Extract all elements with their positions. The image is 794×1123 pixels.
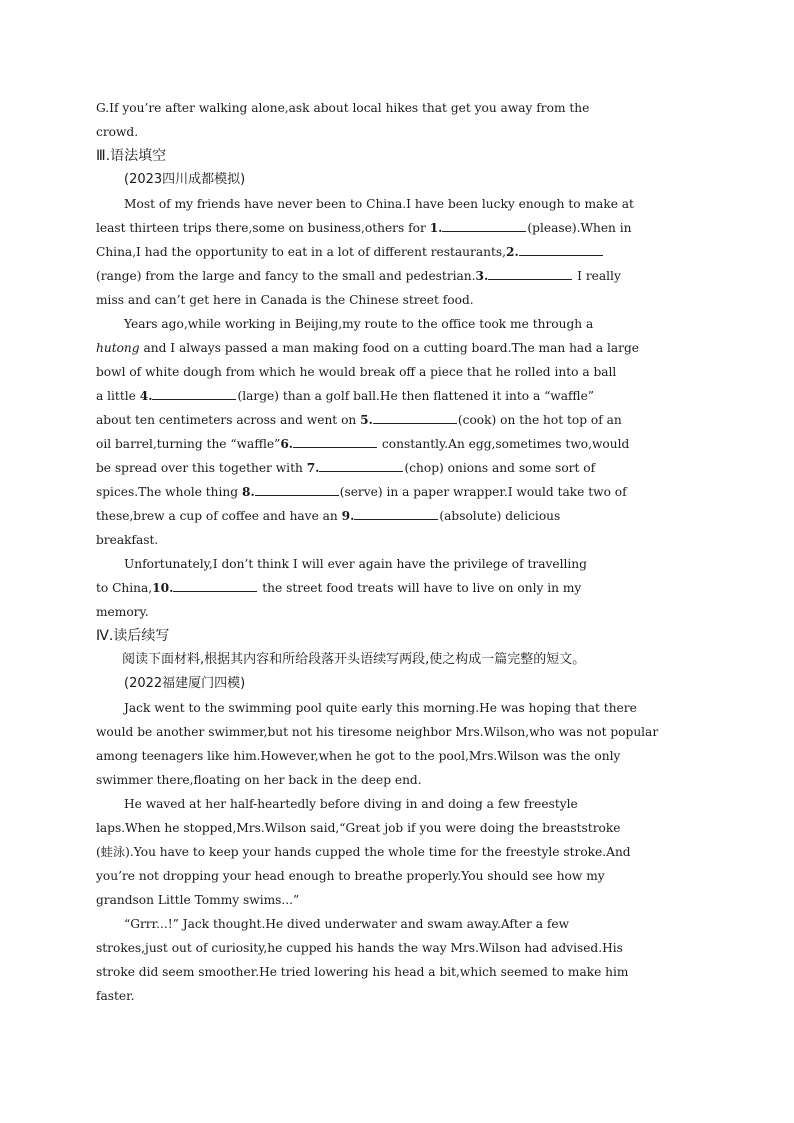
blank-number: 4. (139, 389, 153, 403)
blank-number: 6. (280, 437, 294, 451)
passage-line: spices.The whole thing 8. (serve) in a paper wrapper.I would take two of (96, 485, 627, 499)
passage-line: laps.When he stopped,Mrs.Wilson said,“Great job if you were doing the breaststroke (96, 821, 621, 835)
passage-line: “Grrr...!” Jack thought.He dived underwater and swam away.After a few (124, 917, 570, 931)
passage-line: would be another swimmer,but not his tiresome neighbor Mrs.Wilson,who was not popular (96, 725, 659, 739)
fill-blank[interactable] (293, 435, 377, 448)
passage-line: miss and can’t get here in Canada is the Chinese street food. (96, 293, 474, 307)
option-g-line: G.If you’re after walking alone,ask about local hikes that get you away from the (96, 101, 590, 115)
passage-line: He waved at her half-heartedly before diving in and doing a few freestyle (124, 797, 578, 811)
passage-line: a little 4. (large) than a golf ball.He then flattened it into a “waffle” (96, 389, 595, 403)
fill-blank[interactable] (255, 483, 339, 496)
fill-blank[interactable] (488, 267, 572, 280)
passage-line: faster. (96, 989, 135, 1003)
italic-term: hutong (96, 341, 140, 355)
blank-number: 5. (360, 413, 373, 427)
passage-line: breakfast. (96, 533, 159, 547)
page-content (96, 96, 696, 1008)
passage-line: Most of my friends have never been to China.I have been lucky enough to make at (124, 197, 634, 211)
passage-line: least thirteen trips there,some on business,others for 1. (please).When in (96, 221, 632, 235)
blank-number: 9. (341, 509, 355, 523)
passage-line: swimmer there,floating on her back in the deep end. (96, 773, 422, 787)
passage-line: about ten centimeters across and went on 5. (cook) on the hot top of an (96, 413, 622, 427)
blank-number: 8. (241, 485, 255, 499)
section-title-continuation: Ⅳ.读后续写 (96, 628, 170, 644)
fill-blank[interactable] (354, 507, 438, 520)
blank-number: 1. (429, 221, 443, 235)
passage-line: be spread over this together with 7. (chop) onions and some sort of (96, 461, 596, 475)
passage-line: Years ago,while working in Beijing,my route to the office took me through a (124, 317, 594, 331)
option-g-line: crowd. (96, 125, 139, 139)
passage-line: strokes,just out of curiosity,he cupped his hands the way Mrs.Wilson had advised.His (96, 941, 623, 955)
passage-line: among teenagers like him.However,when he got to the pool,Mrs.Wilson was the only (96, 749, 621, 763)
instruction-text: 阅读下面材料,根据其内容和所给段落开头语续写两段,使之构成一篇完整的短文。 (122, 652, 586, 667)
blank-number: 3. (475, 269, 489, 283)
blank-number: 7. (306, 461, 320, 475)
passage-line: grandson Little Tommy swims...” (96, 893, 300, 907)
passage-line: stroke did seem smoother.He tried lowering his head a bit,which seemed to make him (96, 965, 629, 979)
passage-line: bowl of white dough from which he would break off a piece that he rolled into a ball (96, 365, 617, 379)
passage-line: (range) from the large and fancy to the small and pedestrian.3. I really (96, 269, 621, 283)
passage-line: hutong and I always passed a man making food on a cutting board.The man had a large (96, 341, 640, 355)
fill-blank[interactable] (152, 387, 236, 400)
passage-line: these,brew a cup of coffee and have an 9. (absolute) delicious (96, 509, 561, 523)
fill-blank[interactable] (442, 219, 526, 232)
fill-blank[interactable] (373, 411, 457, 424)
passage-line: Unfortunately,I don’t think I will ever again have the privilege of travelling (124, 557, 587, 571)
passage-line: China,I had the opportunity to eat in a lot of different restaurants,2. (96, 240, 696, 264)
fill-blank[interactable] (519, 243, 603, 256)
fill-blank[interactable] (173, 579, 257, 592)
section-title-grammar: Ⅲ.语法填空 (96, 148, 167, 164)
passage-line: oil barrel,turning the “waffle”6. constantly.An egg,sometimes two,would (96, 437, 630, 451)
source-note: (2023四川成都模拟) (124, 172, 246, 187)
fill-blank[interactable] (319, 459, 403, 472)
passage-line: (蛙泳).You have to keep your hands cupped the whole time for the freestyle stroke.And (96, 845, 631, 859)
blank-number: 10. (152, 581, 174, 595)
passage-line: you’re not dropping your head enough to breathe properly.You should see how my (96, 869, 605, 883)
passage-line: Jack went to the swimming pool quite early this morning.He was hoping that there (124, 701, 637, 715)
source-note: (2022福建厦门四模) (124, 676, 246, 691)
passage-line: to China,10. the street food treats will have to live on only in my (96, 581, 582, 595)
blank-number: 2. (505, 245, 519, 259)
passage-line: memory. (96, 605, 149, 619)
